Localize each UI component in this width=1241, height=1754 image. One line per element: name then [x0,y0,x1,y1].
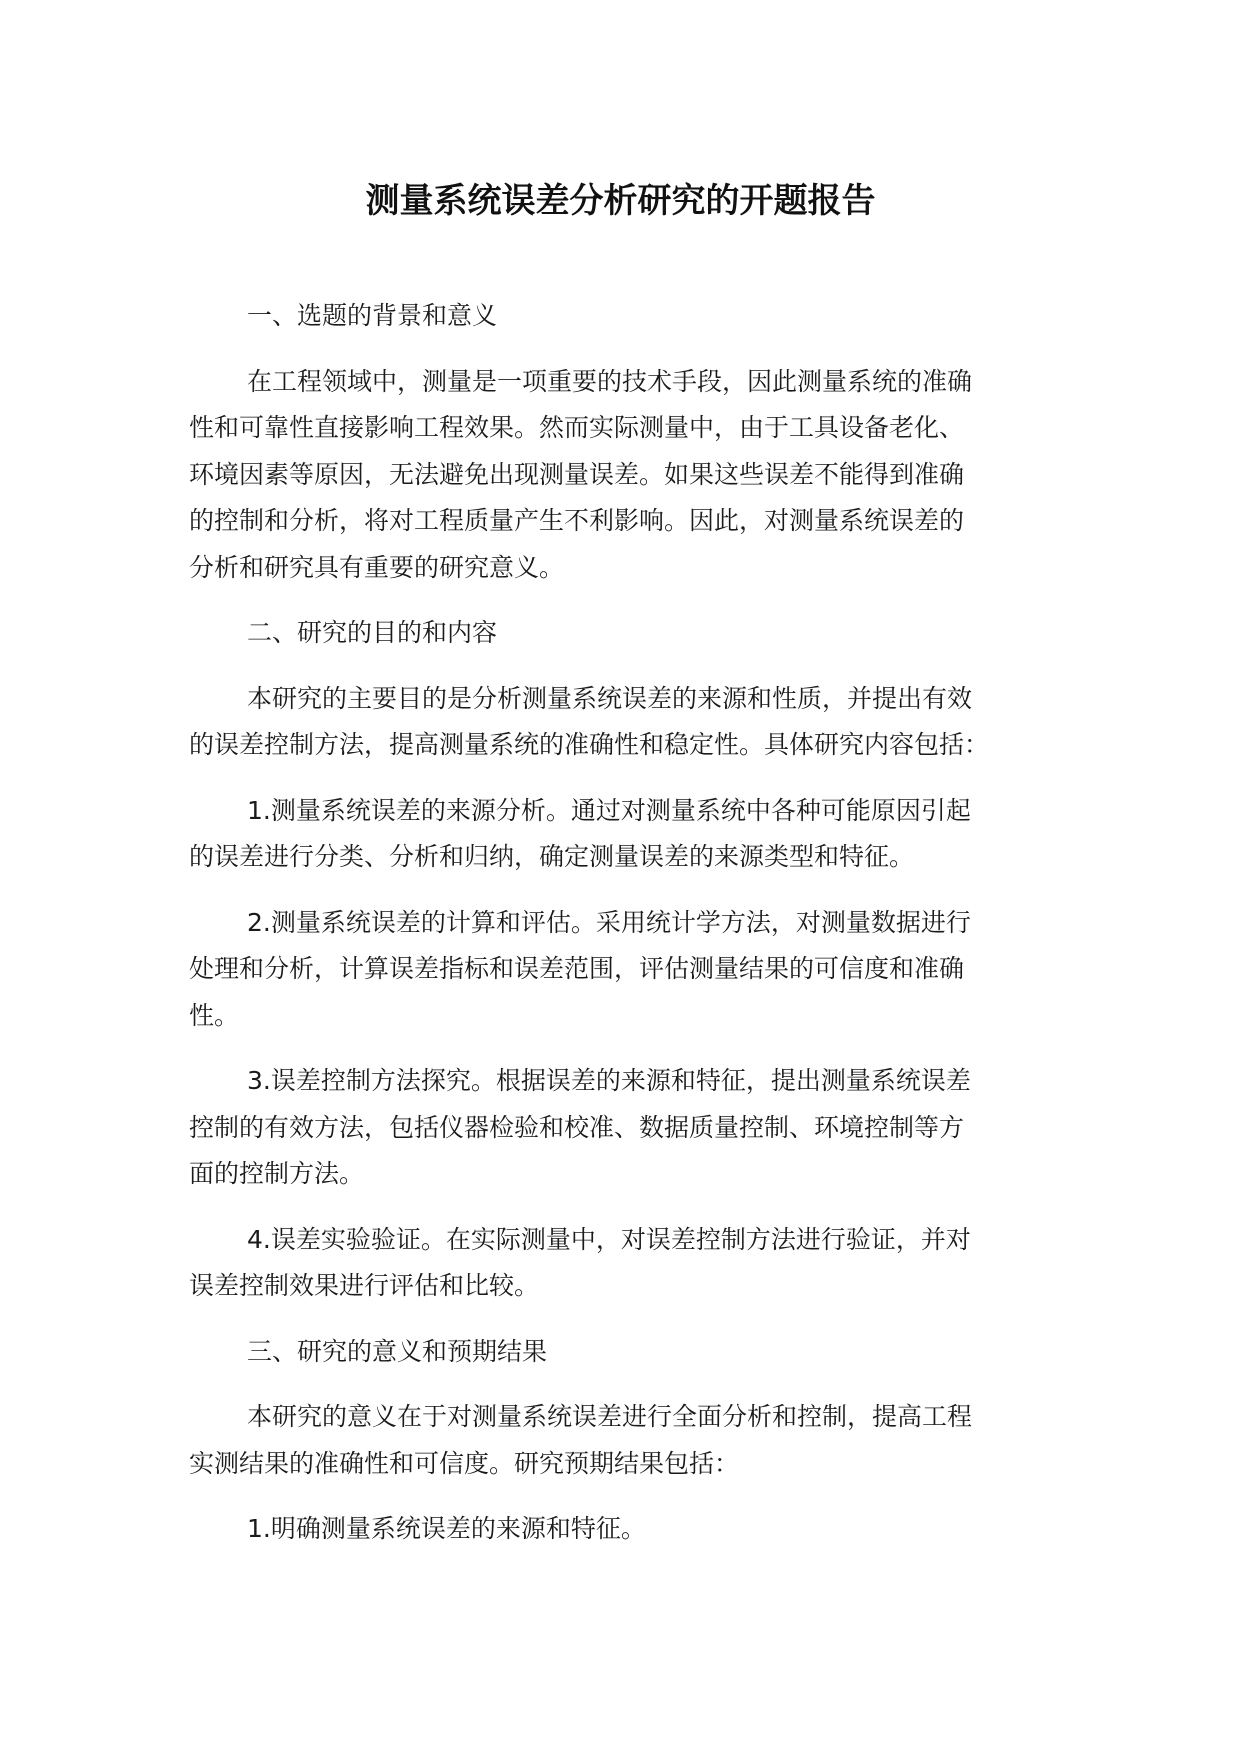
document-body [189,293,1093,1572]
section-heading-background: 一、选题的背景和意义 [247,301,498,330]
list-item-calculation: 2.测量系统误差的计算和评估。采用统计学方法，对测量数据进行 处理和分析，计算误差指标和误差范围，评估测量结果的可信度和准确 性。 [189,907,971,1030]
section-heading-significance: 三、研究的意义和预期结果 [247,1336,548,1366]
list-item-control-methods: 3.误差控制方法探究。根据误差的来源和特征，提出测量系统误差 控制的有效方法，包括仪器检验和校准、数据质量控制、环境控制等方 面的控制方法。 [189,1066,971,1188]
document-title: 测量系统误差分析研究的开题报告 [365,181,876,221]
paragraph-significance: 本研究的意义在于对测量系统误差进行全面分析和控制，提高工程 实测结果的准确性和可信度。研究预期结果包括： [189,1402,973,1478]
section-heading-purpose: 二、研究的目的和内容 [247,618,498,647]
list-item-verification: 4.误差实验验证。在实际测量中，对误差控制方法进行验证，并对 误差控制效果进行评估和比较。 [189,1224,971,1300]
list-item-source-analysis: 1.测量系统误差的来源分析。通过对测量系统中各种可能原因引起 的误差进行分类、分析和归纳，确定测量误差的来源类型和特征。 [189,795,971,871]
paragraph-background: 在工程领域中，测量是一项重要的技术手段，因此测量系统的准确 性和可靠性直接影响工程效果。然而实际测量中，由于工具设备老化、 环境因素等原因，无法避免出现测量误差。如果这些误差不能得到准确 的控制和分析，将对工程质量产生不利影响。因此，对测量系统误差的 分析和研究具有重要的研究意义。 [189,366,973,582]
list-item-expected-result-1: 1.明确测量系统误差的来源和特征。 [247,1514,646,1543]
paragraph-purpose: 本研究的主要目的是分析测量系统误差的来源和性质，并提出有效 的误差控制方法，提高测量系统的准确性和稳定性。具体研究内容包括： [189,683,990,759]
